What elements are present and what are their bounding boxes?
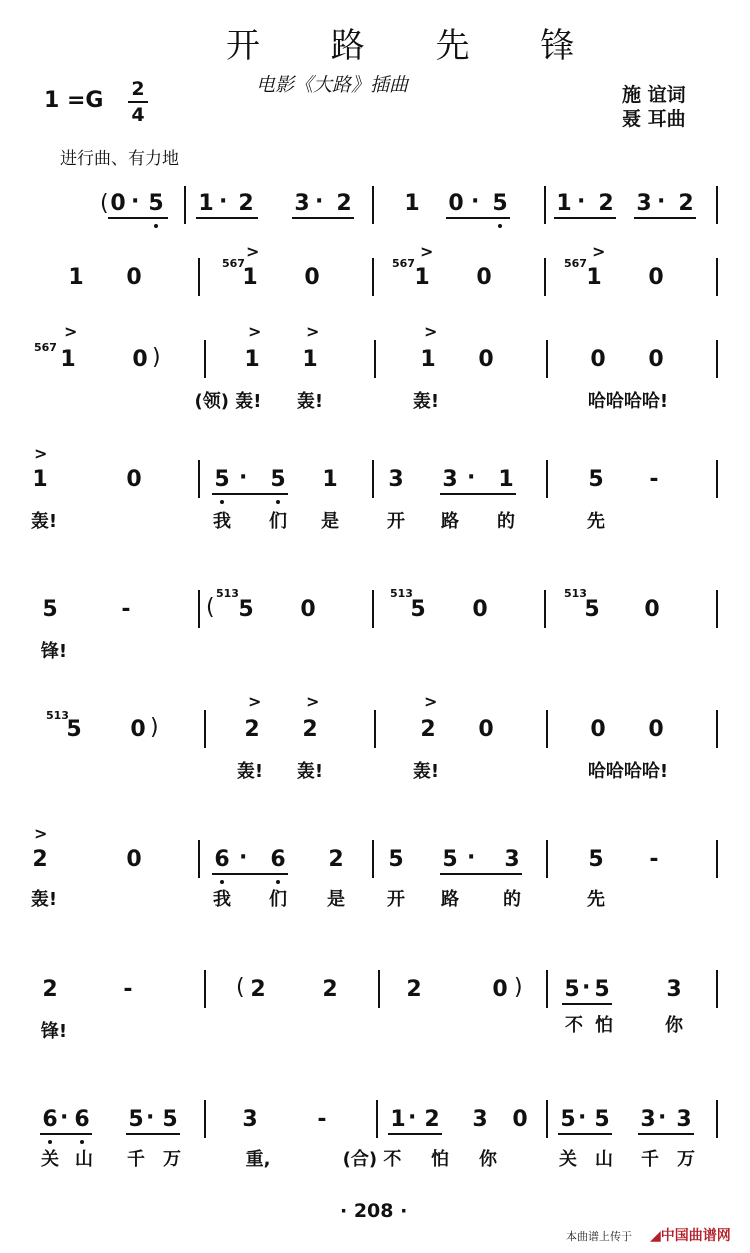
note: 0: [126, 265, 142, 290]
note: 2: [406, 977, 422, 1002]
lyric: 万: [677, 1149, 695, 1170]
grace-notes: 513: [46, 709, 69, 722]
note: 2: [328, 847, 344, 872]
note: 2: [424, 1107, 440, 1132]
barline: [204, 710, 206, 748]
note: 5: [214, 467, 230, 492]
dot: ·: [658, 1105, 667, 1130]
note: 5: [564, 977, 580, 1002]
note: 6: [270, 847, 286, 872]
barline: [374, 340, 376, 378]
key-signature: 1 =G: [44, 88, 104, 113]
octave-dot-low: [276, 500, 280, 504]
lyric: 的: [497, 511, 515, 532]
note: 2: [420, 717, 436, 742]
note: 1: [390, 1107, 406, 1132]
barline: [716, 340, 718, 378]
barline: [204, 970, 206, 1008]
note: 5: [410, 597, 426, 622]
paren-open: (: [206, 595, 215, 620]
note: 0: [648, 347, 664, 372]
grace-notes: 513: [390, 587, 413, 600]
note: 0: [644, 597, 660, 622]
lyric: (领) 轰!: [194, 391, 262, 412]
underline: [638, 1133, 694, 1135]
note: 5: [594, 1107, 610, 1132]
lyric: 万: [163, 1149, 181, 1170]
note: 1: [498, 467, 514, 492]
dot: ·: [467, 845, 476, 870]
underline: [212, 493, 288, 495]
lyric: 们: [269, 511, 287, 532]
lyric: 轰!: [296, 391, 324, 412]
grace-notes: 567: [222, 257, 245, 270]
note: 6: [74, 1107, 90, 1132]
time-signature: [128, 78, 148, 126]
lyric: 轰!: [30, 511, 58, 532]
dot: ·: [60, 1105, 69, 1130]
paren-close: ): [150, 715, 159, 740]
barline: [546, 710, 548, 748]
note: 5: [594, 977, 610, 1002]
upload-note: 本曲谱上传于: [566, 1230, 632, 1243]
lyric: 不: [565, 1015, 583, 1036]
note: 5: [492, 191, 508, 216]
note: -: [121, 597, 131, 622]
barline: [716, 258, 718, 296]
note: 2: [238, 191, 254, 216]
accent-mark: >: [246, 242, 260, 261]
underline: [440, 493, 516, 495]
barline: [546, 840, 548, 878]
lyric: 轰!: [30, 889, 58, 910]
lyric: 开: [387, 889, 405, 910]
lyric: 轰!: [296, 761, 324, 782]
barline: [374, 710, 376, 748]
barline: [198, 460, 200, 498]
dot: ·: [146, 1105, 155, 1130]
note: 1: [414, 265, 430, 290]
lyric: 开: [387, 511, 405, 532]
page-number: · 208 ·: [340, 1200, 408, 1222]
song-title: 开 路 先 锋: [226, 26, 605, 66]
underline: [292, 217, 354, 219]
octave-dot-low: [80, 1140, 84, 1144]
barline: [546, 340, 548, 378]
dot: ·: [577, 189, 586, 214]
paren-close: ): [514, 975, 523, 1000]
note: 3: [242, 1107, 258, 1132]
note: 3: [442, 467, 458, 492]
dot: ·: [582, 975, 591, 1000]
lyric: 怕: [431, 1149, 449, 1170]
barline: [716, 710, 718, 748]
note: 2: [250, 977, 266, 1002]
note: 5: [588, 847, 604, 872]
barline: [546, 970, 548, 1008]
barline: [546, 1100, 548, 1138]
note: 6: [42, 1107, 58, 1132]
barline: [372, 258, 374, 296]
dot: ·: [219, 189, 228, 214]
note: 1: [198, 191, 214, 216]
underline: [562, 1003, 612, 1005]
note: 1: [242, 265, 258, 290]
note: 1: [420, 347, 436, 372]
lyric: 哈哈哈哈!: [587, 761, 669, 782]
note: 5: [148, 191, 164, 216]
barline: [204, 340, 206, 378]
barline: [716, 590, 718, 628]
lyric: 路: [441, 889, 459, 910]
dot: ·: [467, 465, 476, 490]
underline: [40, 1133, 92, 1135]
octave-dot-low: [154, 224, 158, 228]
barline: [716, 1100, 718, 1138]
underline: [446, 217, 510, 219]
note: 3: [666, 977, 682, 1002]
note: 0: [304, 265, 320, 290]
note: 5: [162, 1107, 178, 1132]
barline: [198, 258, 200, 296]
lyric: 的: [503, 889, 521, 910]
dot: ·: [239, 465, 248, 490]
barline: [716, 840, 718, 878]
note: 0: [476, 265, 492, 290]
accent-mark: >: [64, 322, 78, 341]
note: 2: [336, 191, 352, 216]
lyric: 是: [321, 511, 339, 532]
underline: [108, 217, 168, 219]
lyric: 山: [595, 1149, 613, 1170]
paren-close: ): [152, 345, 161, 370]
accent-mark: >: [34, 824, 48, 843]
lyric: 怕: [595, 1015, 613, 1036]
barline: [372, 590, 374, 628]
lyric: 是: [327, 889, 345, 910]
note: 5: [588, 467, 604, 492]
note: 3: [640, 1107, 656, 1132]
barline: [204, 1100, 206, 1138]
lyric: 千: [127, 1149, 145, 1170]
accent-mark: >: [424, 692, 438, 711]
lyric: 你: [479, 1149, 497, 1170]
note: 2: [32, 847, 48, 872]
note: 5: [128, 1107, 144, 1132]
grace-notes: 567: [564, 257, 587, 270]
octave-dot-low: [220, 880, 224, 884]
note: 0: [126, 847, 142, 872]
lyric: 轰!: [412, 761, 440, 782]
note: 5: [388, 847, 404, 872]
lyric: 轰!: [236, 761, 264, 782]
lyric: (合) 不: [342, 1149, 402, 1170]
dot: ·: [657, 189, 666, 214]
lyric: 轰!: [412, 391, 440, 412]
note: 0: [648, 265, 664, 290]
accent-mark: >: [592, 242, 606, 261]
barline: [544, 186, 546, 224]
note: 3: [294, 191, 310, 216]
note: 5: [238, 597, 254, 622]
note: 0: [648, 717, 664, 742]
paren-open: (: [100, 191, 109, 216]
note: 1: [404, 191, 420, 216]
composer-credit: 聂 耳曲: [622, 108, 686, 130]
lyric: 锋!: [40, 1021, 68, 1042]
note: 1: [322, 467, 338, 492]
note: 0: [300, 597, 316, 622]
note: 5: [584, 597, 600, 622]
note: -: [649, 467, 659, 492]
grace-notes: 567: [34, 341, 57, 354]
note: 0: [126, 467, 142, 492]
meter-top: 2: [131, 78, 145, 100]
site-logo[interactable]: [650, 1225, 731, 1245]
note: 0: [492, 977, 508, 1002]
meter-bar: [128, 101, 148, 103]
lyric: 我: [213, 511, 231, 532]
accent-mark: >: [248, 322, 262, 341]
note: 1: [68, 265, 84, 290]
note: 0: [478, 717, 494, 742]
note: 0: [132, 347, 148, 372]
note: 0: [590, 347, 606, 372]
lyricist-credit: 施 谊词: [622, 84, 686, 106]
note: 1: [32, 467, 48, 492]
accent-mark: >: [306, 322, 320, 341]
note: 2: [678, 191, 694, 216]
grace-notes: 513: [216, 587, 239, 600]
barline: [716, 460, 718, 498]
note: 2: [322, 977, 338, 1002]
octave-dot-low: [276, 880, 280, 884]
note: 6: [214, 847, 230, 872]
accent-mark: >: [306, 692, 320, 711]
lyric: 千: [641, 1149, 659, 1170]
dot: ·: [131, 189, 140, 214]
note: 3: [388, 467, 404, 492]
lyric: 关: [41, 1149, 59, 1170]
underline: [126, 1133, 180, 1135]
note: 0: [478, 347, 494, 372]
underline: [212, 873, 288, 875]
lyric: 关: [559, 1149, 577, 1170]
octave-dot-low: [48, 1140, 52, 1144]
accent-mark: >: [34, 444, 48, 463]
barline: [372, 460, 374, 498]
lyric: 山: [75, 1149, 93, 1170]
note: 2: [302, 717, 318, 742]
note: -: [317, 1107, 327, 1132]
barline: [372, 186, 374, 224]
barline: [378, 970, 380, 1008]
barline: [198, 840, 200, 878]
accent-mark: >: [248, 692, 262, 711]
underline: [388, 1133, 442, 1135]
dot: ·: [471, 189, 480, 214]
note: 3: [472, 1107, 488, 1132]
barline: [546, 460, 548, 498]
barline: [376, 1100, 378, 1138]
lyric: 重,: [245, 1149, 271, 1170]
note: 2: [42, 977, 58, 1002]
underline: [634, 217, 696, 219]
dot: ·: [315, 189, 324, 214]
lyric: 我: [213, 889, 231, 910]
logo-icon: ◢: [650, 1228, 661, 1244]
lyric: 锋!: [40, 641, 68, 662]
barline: [198, 590, 200, 628]
note: 5: [66, 717, 82, 742]
note: 5: [270, 467, 286, 492]
note: 1: [586, 265, 602, 290]
barline: [544, 590, 546, 628]
underline: [440, 873, 522, 875]
grace-notes: 513: [564, 587, 587, 600]
underline: [196, 217, 258, 219]
dot: ·: [578, 1105, 587, 1130]
note: 2: [244, 717, 260, 742]
lyric: 你: [665, 1015, 683, 1036]
note: 5: [42, 597, 58, 622]
underline: [554, 217, 616, 219]
note: 1: [556, 191, 572, 216]
note: 2: [598, 191, 614, 216]
note: 3: [636, 191, 652, 216]
note: 1: [302, 347, 318, 372]
site-name: 中国曲谱网: [660, 1228, 731, 1244]
note: 5: [442, 847, 458, 872]
note: 0: [472, 597, 488, 622]
note: 0: [130, 717, 146, 742]
octave-dot-low: [220, 500, 224, 504]
note: 0: [512, 1107, 528, 1132]
octave-dot-low: [498, 224, 502, 228]
underline: [558, 1133, 612, 1135]
tempo-marking: 进行曲、有力地: [60, 149, 179, 169]
lyric: 先: [587, 889, 605, 910]
note: 1: [244, 347, 260, 372]
barline: [716, 970, 718, 1008]
note: 3: [504, 847, 520, 872]
barline: [372, 840, 374, 878]
lyric: 们: [269, 889, 287, 910]
dot: ·: [239, 845, 248, 870]
paren-open: (: [236, 975, 245, 1000]
note: 0: [590, 717, 606, 742]
meter-bottom: 4: [131, 104, 145, 126]
song-subtitle: 电影《大路》插曲: [256, 74, 409, 96]
note: 0: [448, 191, 464, 216]
note: 5: [560, 1107, 576, 1132]
barline: [544, 258, 546, 296]
note: 0: [110, 191, 126, 216]
lyric: 路: [441, 511, 459, 532]
lyric: 先: [587, 511, 605, 532]
barline: [184, 186, 186, 224]
note: -: [123, 977, 133, 1002]
accent-mark: >: [420, 242, 434, 261]
note: -: [649, 847, 659, 872]
note: 1: [60, 347, 76, 372]
note: 3: [676, 1107, 692, 1132]
grace-notes: 567: [392, 257, 415, 270]
accent-mark: >: [424, 322, 438, 341]
dot: ·: [408, 1105, 417, 1130]
lyric: 哈哈哈哈!: [587, 391, 669, 412]
barline: [716, 186, 718, 224]
